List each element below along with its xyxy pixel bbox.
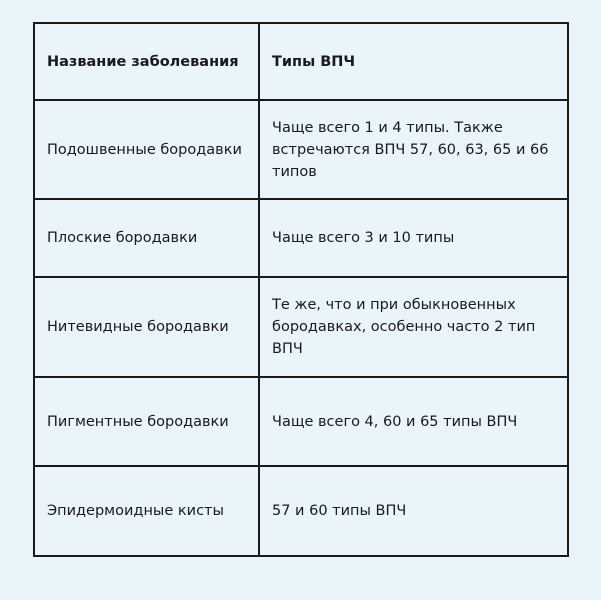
header-disease-name: Название заболевания <box>34 23 259 100</box>
table-row <box>34 377 568 466</box>
cell-hpv-types: Чаще всего 1 и 4 типы. Также встречаются ВПЧ 57, 60, 63, 65 и 66 типов <box>259 100 568 199</box>
table-row <box>34 277 568 377</box>
cell-hpv-types: 57 и 60 типы ВПЧ <box>259 466 568 556</box>
table-row <box>34 100 568 199</box>
cell-hpv-types: Чаще всего 3 и 10 типы <box>259 199 568 277</box>
cell-disease: Эпидермоидные кисты <box>34 466 259 556</box>
header-hpv-types: Типы ВПЧ <box>259 23 568 100</box>
cell-hpv-types: Те же, что и при обыкновенных бородавках, особенно часто 2 тип ВПЧ <box>259 277 568 377</box>
cell-disease: Подошвенные бородавки <box>34 100 259 199</box>
table-row <box>34 466 568 556</box>
header-row <box>34 23 568 100</box>
cell-disease: Пигментные бородавки <box>34 377 259 466</box>
table-header <box>34 23 568 100</box>
cell-disease: Плоские бородавки <box>34 199 259 277</box>
hpv-types-table <box>33 22 569 557</box>
cell-disease: Нитевидные бородавки <box>34 277 259 377</box>
table-body <box>34 100 568 556</box>
cell-hpv-types: Чаще всего 4, 60 и 65 типы ВПЧ <box>259 377 568 466</box>
table-row <box>34 199 568 277</box>
